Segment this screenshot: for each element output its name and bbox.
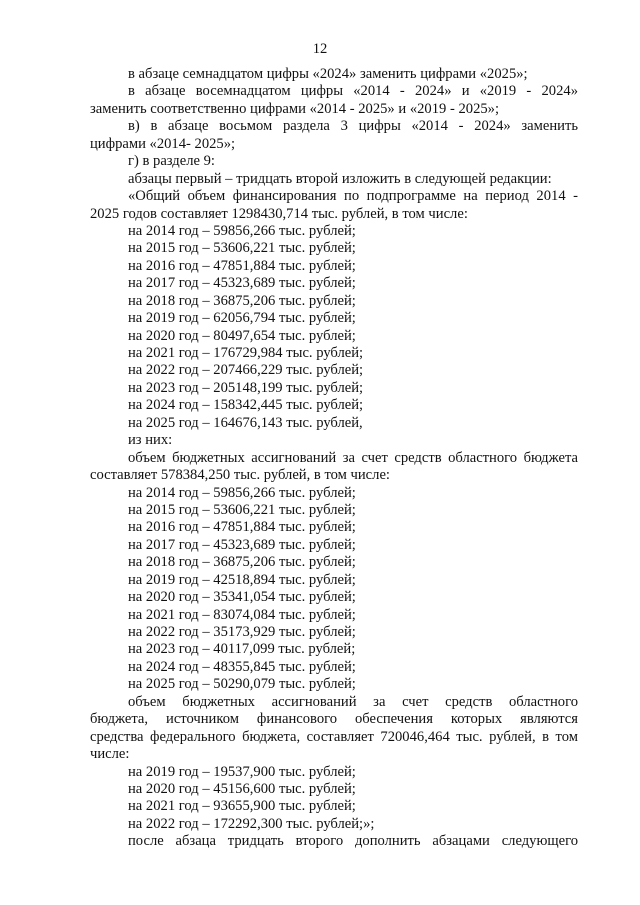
text-line: объем бюджетных ассигнований за счет средств областного bbox=[128, 693, 578, 710]
text-line: на 2020 год – 45156,600 тыс. рублей; bbox=[128, 780, 356, 797]
text-line: на 2016 год – 47851,884 тыс. рублей; bbox=[128, 257, 356, 274]
text-line: бюджета, источником финансового обеспечения которых являются bbox=[90, 711, 578, 728]
text-line: на 2021 год – 83074,084 тыс. рублей; bbox=[128, 606, 356, 623]
text-line: на 2014 год – 59856,266 тыс. рублей; bbox=[128, 222, 356, 239]
text-line: на 2017 год – 45323,689 тыс. рублей; bbox=[128, 275, 356, 292]
text-line: после абзаца тридцать второго дополнить абзацами следующего bbox=[128, 833, 578, 850]
text-line: на 2021 год – 93655,900 тыс. рублей; bbox=[128, 798, 356, 815]
text-line: средства федерального бюджета, составляет 720046,464 тыс. рублей, в том bbox=[90, 728, 578, 745]
text-line: объем бюджетных ассигнований за счет средств областного бюджета bbox=[128, 449, 578, 466]
text-line: на 2018 год – 36875,206 тыс. рублей; bbox=[128, 292, 356, 309]
text-line: г) в разделе 9: bbox=[128, 153, 215, 170]
text-line: на 2022 год – 35173,929 тыс. рублей; bbox=[128, 624, 356, 640]
text-line: на 2024 год – 158342,445 тыс. рублей; bbox=[128, 397, 364, 414]
page-number: 12 bbox=[312, 41, 328, 57]
text-line: 2025 годов составляет 1298430,714 тыс. рублей, в том числе: bbox=[90, 205, 468, 222]
text-line: на 2025 год – 50290,079 тыс. рублей; bbox=[128, 676, 356, 693]
text-line: на 2024 год – 48355,845 тыс. рублей; bbox=[128, 658, 356, 675]
text-line: на 2025 год – 164676,143 тыс. рублей, bbox=[128, 414, 363, 431]
text-line: на 2022 год – 172292,300 тыс. рублей;»; bbox=[128, 815, 375, 832]
text-line: на 2016 год – 47851,884 тыс. рублей; bbox=[128, 519, 356, 536]
text-line: на 2020 год – 35341,054 тыс. рублей; bbox=[128, 589, 356, 606]
text-line: на 2023 год – 205148,199 тыс. рублей; bbox=[128, 379, 364, 396]
text-line: в абзаце восемнадцатом цифры «2014 - 2024» и «2019 - 2024» bbox=[128, 83, 578, 100]
text-line: абзацы первый – тридцать второй изложить в следующей редакции: bbox=[128, 170, 552, 187]
text-line: на 2017 год – 45323,689 тыс. рублей; bbox=[128, 536, 356, 553]
text-line: на 2019 год – 62056,794 тыс. рублей; bbox=[128, 310, 356, 327]
text-line: на 2018 год – 36875,206 тыс. рублей; bbox=[128, 554, 356, 571]
text-line: на 2019 год – 19537,900 тыс. рублей; bbox=[128, 763, 356, 780]
text-line: на 2014 год – 59856,266 тыс. рублей; bbox=[128, 484, 356, 501]
text-line: заменить соответственно цифрами «2014 - 2025» и «2019 - 2025»; bbox=[90, 100, 500, 117]
text-line: на 2021 год – 176729,984 тыс. рублей; bbox=[128, 345, 364, 361]
text-line: на 2022 год – 207466,229 тыс. рублей; bbox=[128, 362, 364, 379]
text-line: на 2023 год – 40117,099 тыс. рублей; bbox=[128, 641, 356, 658]
text-line: «Общий объем финансирования по подпрограмме на период 2014 - bbox=[128, 188, 578, 205]
text-line: на 2015 год – 53606,221 тыс. рублей; bbox=[128, 240, 356, 257]
text-line: на 2019 год – 42518,894 тыс. рублей; bbox=[128, 571, 356, 588]
document-body bbox=[90, 66, 578, 851]
text-line: в) в абзаце восьмом раздела 3 цифры «2014 - 2024» заменить bbox=[128, 118, 578, 135]
text-line: составляет 578384,250 тыс. рублей, в том числе: bbox=[90, 467, 390, 484]
text-line: на 2015 год – 53606,221 тыс. рублей; bbox=[128, 501, 356, 518]
text-line: на 2020 год – 80497,654 тыс. рублей; bbox=[128, 327, 356, 344]
text-line: в абзаце семнадцатом цифры «2024» заменить цифрами «2025»; bbox=[128, 66, 528, 82]
text-line: цифрами «2014- 2025»; bbox=[90, 135, 236, 152]
text-line: числе: bbox=[90, 746, 130, 763]
text-line: из них: bbox=[128, 432, 173, 449]
